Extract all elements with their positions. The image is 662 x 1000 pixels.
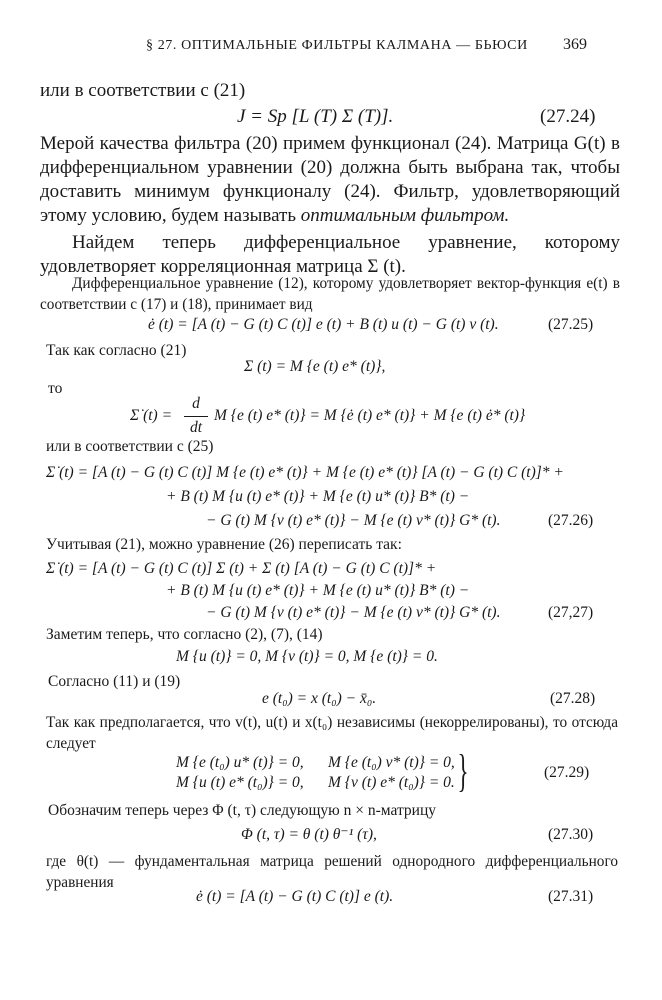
equation-zero-means: M {u (t)} = 0, M {v (t)} = 0, M {e (t)} = 0. — [176, 648, 438, 665]
equation-27-28: e (t₀) = x (t₀) − x̄₀. — [262, 690, 377, 707]
equation-number-27-24: (27.24) — [540, 106, 596, 127]
equation-sigma-definition: Σ (t) = M {e (t) e* (t)}, — [244, 358, 386, 375]
equation-number-27-29: (27.29) — [544, 764, 590, 781]
text-considering: Учитывая (21), можно уравнение (26) переписать так: — [46, 536, 402, 553]
text-since: Так как согласно (21) — [46, 342, 187, 359]
paragraph-quality-emphasis: оптимальным фильтром. — [300, 205, 510, 226]
intro-line: или в соответствии с (21) — [40, 80, 246, 101]
paragraph-quality-text: Мерой качества фильтра (20) примем функционал (24). Матрица G(t) в дифференциальном уравнении (20) должна быть выбрана так, чтобы доставить минимум функционалу (24). Фильтр, удовлетворяющий этому условию, будем называть — [40, 133, 620, 226]
text-or-according: или в соответствии с (25) — [46, 438, 214, 455]
equation-27-26-line2: + B (t) M {u (t) e* (t)} + M {e (t) u* (t)} B* (t) − — [166, 488, 470, 505]
equation-number-27-28: (27.28) — [550, 690, 596, 707]
text-according: Согласно (11) и (19) — [48, 673, 181, 690]
paragraph-independent: Так как предполагается, что v(t), u(t) и x(t₀) независимы (некоррелированы), то отсюда следует — [46, 714, 618, 752]
equation-27-29-line2b: M {v (t) e* (t₀)} = 0. — [328, 774, 455, 791]
paragraph-quality — [40, 132, 620, 228]
equation-27-31: ė (t) = [A (t) − G (t) C (t)] e (t). — [196, 888, 394, 905]
equation-27-24: J = Sp [L (T) Σ (T)]. — [237, 106, 394, 127]
equation-27-25: ė (t) = [A (t) − G (t) C (t)] e (t) + B (t) u (t) − G (t) v (t). — [148, 316, 499, 333]
text-denote: Обозначим теперь через Φ (t, τ) следующую n × n-матрицу — [48, 802, 437, 819]
running-header: § 27. ОПТИМАЛЬНЫЕ ФИЛЬТРЫ КАЛМАНА — БЬЮСИ — [146, 38, 528, 53]
equation-number-27-31: (27.31) — [548, 888, 594, 905]
paragraph-find-equation: Найдем теперь дифференциальное уравнение, которому удовлетворяет корреляционная матрица Σ (t). — [40, 232, 620, 277]
equation-27-26-line3: − G (t) M {v (t) e* (t)} − M {e (t) v* (t)} G* (t). — [206, 512, 501, 529]
equation-number-27-25: (27.25) — [548, 316, 594, 333]
equation-27-30: Φ (t, τ) = θ (t) θ⁻¹ (τ), — [241, 826, 377, 843]
text-then: то — [48, 380, 63, 397]
equation-sigma-dot-rhs: M {e (t) e* (t)} = M {ė (t) e* (t)} + M {e (t) ė* (t)} — [214, 407, 526, 424]
paragraph-differential-equation: Дифференциальное уравнение (12), которому удовлетворяет вектор-функция e(t) в соответствии с (17) и (18), принимает вид — [40, 275, 620, 313]
right-brace: } — [457, 745, 469, 796]
text-note: Заметим теперь, что согласно (2), (7), (14) — [46, 626, 323, 643]
equation-number-27-30: (27.30) — [548, 826, 594, 843]
equation-27-26-line1: Σ̇ (t) = [A (t) − G (t) C (t)] M {e (t) e* (t)} + M {e (t) e* (t)} [A (t) − G (t) C (t)]* + — [46, 464, 564, 481]
equation-27-29-line1a: M {e (t₀) u* (t)} = 0, — [176, 754, 304, 771]
page-number: 369 — [563, 36, 587, 53]
equation-27-29-line2a: M {u (t) e* (t₀)} = 0, — [176, 774, 304, 791]
equation-27-29-line1b: M {e (t₀) v* (t)} = 0, — [328, 754, 455, 771]
equation-sigma-dot-lhs: Σ̇ (t) = — [130, 407, 173, 424]
equation-27-27-line2: + B (t) M {u (t) e* (t)} + M {e (t) u* (t)} B* (t) − — [166, 582, 470, 599]
equation-27-27-line3: − G (t) M {v (t) e* (t)} − M {e (t) v* (t)} G* (t). — [206, 604, 501, 621]
equation-27-27-line1: Σ̇ (t) = [A (t) − G (t) C (t)] Σ (t) + Σ (t) [A (t) − G (t) C (t)]* + — [46, 560, 437, 577]
paragraph-fundamental-matrix: где θ(t) — фундаментальная матрица решений однородного дифференциального уравнения — [46, 853, 618, 891]
fraction-numerator: d — [192, 395, 200, 412]
equation-number-27-27: (27,27) — [548, 604, 594, 621]
equation-number-27-26: (27.26) — [548, 512, 594, 529]
fraction-denominator: dt — [189, 419, 203, 436]
